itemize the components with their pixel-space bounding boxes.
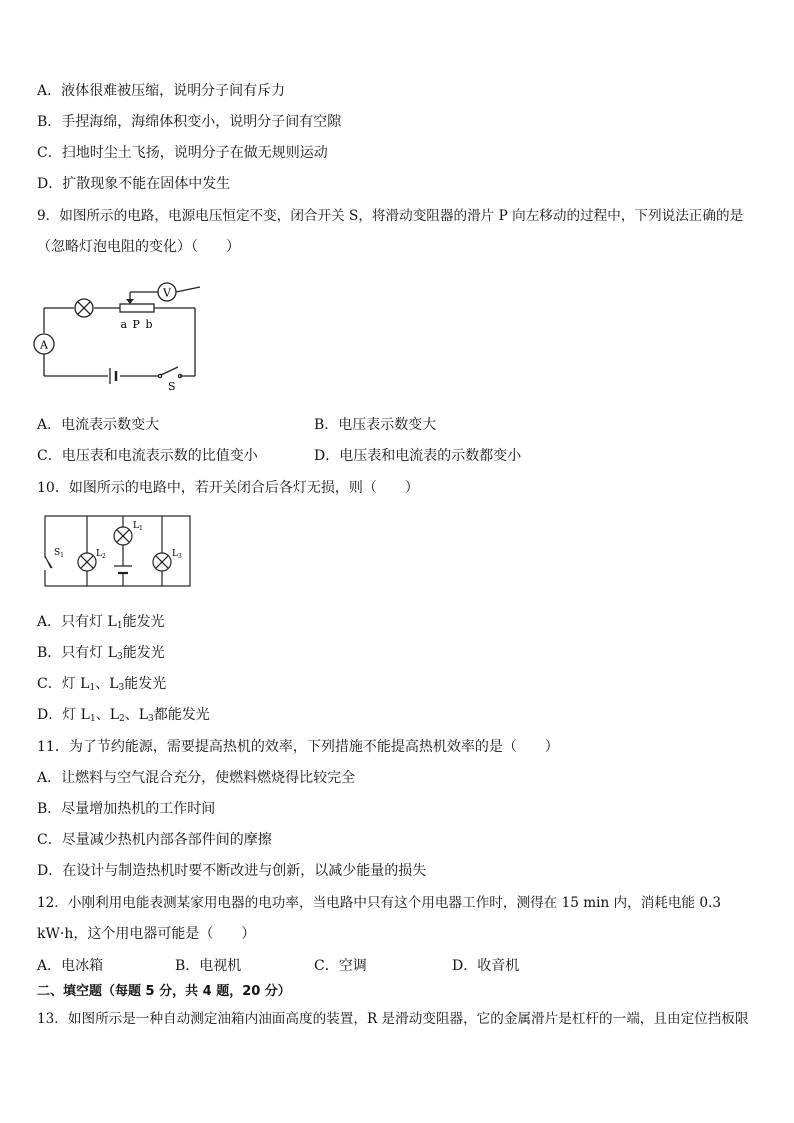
q9-stem-line2: （忽略灯泡电阻的变化）（ ） <box>37 239 240 255</box>
q9-option-b: B．电压表示数变大 <box>314 417 437 433</box>
q10-circuit-diagram <box>40 510 200 590</box>
ammeter-label: A <box>40 338 48 352</box>
section-heading-fill-blank: 二、填空题（每题 5 分，共 4 题，20 分） <box>37 984 291 999</box>
q13-stem-line1: 13．如图所示是一种自动测定油箱内油面高度的装置，R 是滑动变阻器，它的金属滑片是杠杆的一端，且由定位挡板限 <box>37 1011 749 1027</box>
switch-label: S <box>168 380 176 393</box>
q10-option-a: A．只有灯 $L_1$能发光 <box>37 614 165 631</box>
q12-option-b: B．电视机 <box>175 958 242 974</box>
q8-option-c: C．扫地时尘土飞扬，说明分子在做无规则运动 <box>37 145 328 161</box>
q10-option-d: D．灯 $L_1$、$L_2$、$L_3$都能发光 <box>37 707 210 724</box>
svg-text:S1: $S_1$ <box>54 548 64 559</box>
svg-text:L1: $L_1$ <box>133 521 143 532</box>
q12-option-d: D．收音机 <box>452 958 520 974</box>
q10-option-b: B．只有灯 $L_3$能发光 <box>37 645 165 662</box>
svg-text:L2: $L_2$ <box>96 549 106 560</box>
q11-option-d: D．在设计与制造热机时要不断改进与创新，以减少能量的损失 <box>37 863 427 879</box>
svg-text:L3: $L_3$ <box>172 549 182 560</box>
voltmeter-label: V <box>163 286 171 300</box>
q12-option-c: C．空调 <box>314 958 367 974</box>
q9-option-d: D．电压表和电流表的示数都变小 <box>314 448 522 464</box>
q8-option-b: B．手捏海绵，海绵体积变小，说明分子间有空隙 <box>37 114 342 130</box>
q10-stem: 10．如图所示的电路中，若开关闭合后各灯无损，则（ ） <box>37 480 419 496</box>
q11-stem: 11．为了节约能源，需要提高热机的效率，下列措施不能提高热机效率的是（ ） <box>37 739 559 755</box>
q8-option-d: D．扩散现象不能在固体中发生 <box>37 176 231 192</box>
q8-option-a: A．液体很难被压缩，说明分子间有斥力 <box>37 83 286 99</box>
q9-option-c: C．电压表和电流表示数的比值变小 <box>37 448 258 464</box>
q9-option-a: A．电流表示数变大 <box>37 417 160 433</box>
q9-circuit-diagram <box>30 278 210 393</box>
q12-option-a: A．电冰箱 <box>37 958 104 974</box>
q11-option-b: B．尽量增加热机的工作时间 <box>37 801 216 817</box>
rheostat-label: a P b <box>120 318 154 331</box>
q10-option-c: C．灯 $L_1$、$L_3$能发光 <box>37 676 167 693</box>
q11-option-c: C．尽量减少热机内部各部件间的摩擦 <box>37 832 272 848</box>
q12-stem-line1: 12．小刚利用电能表测某家用电器的电功率，当电路中只有这个用电器工作时，测得在 15 min 内，消耗电能 0.3 <box>37 895 722 911</box>
q11-option-a: A．让燃料与空气混合充分，使燃料燃烧得比较完全 <box>37 770 356 786</box>
q9-stem-line1: 9．如图所示的电路，电源电压恒定不变，闭合开关 S，将滑动变阻器的滑片 P 向左移动的过程中，下列说法正确的是 <box>37 208 744 224</box>
q12-stem-line2: kW·h，这个用电器可能是（ ） <box>37 926 256 942</box>
